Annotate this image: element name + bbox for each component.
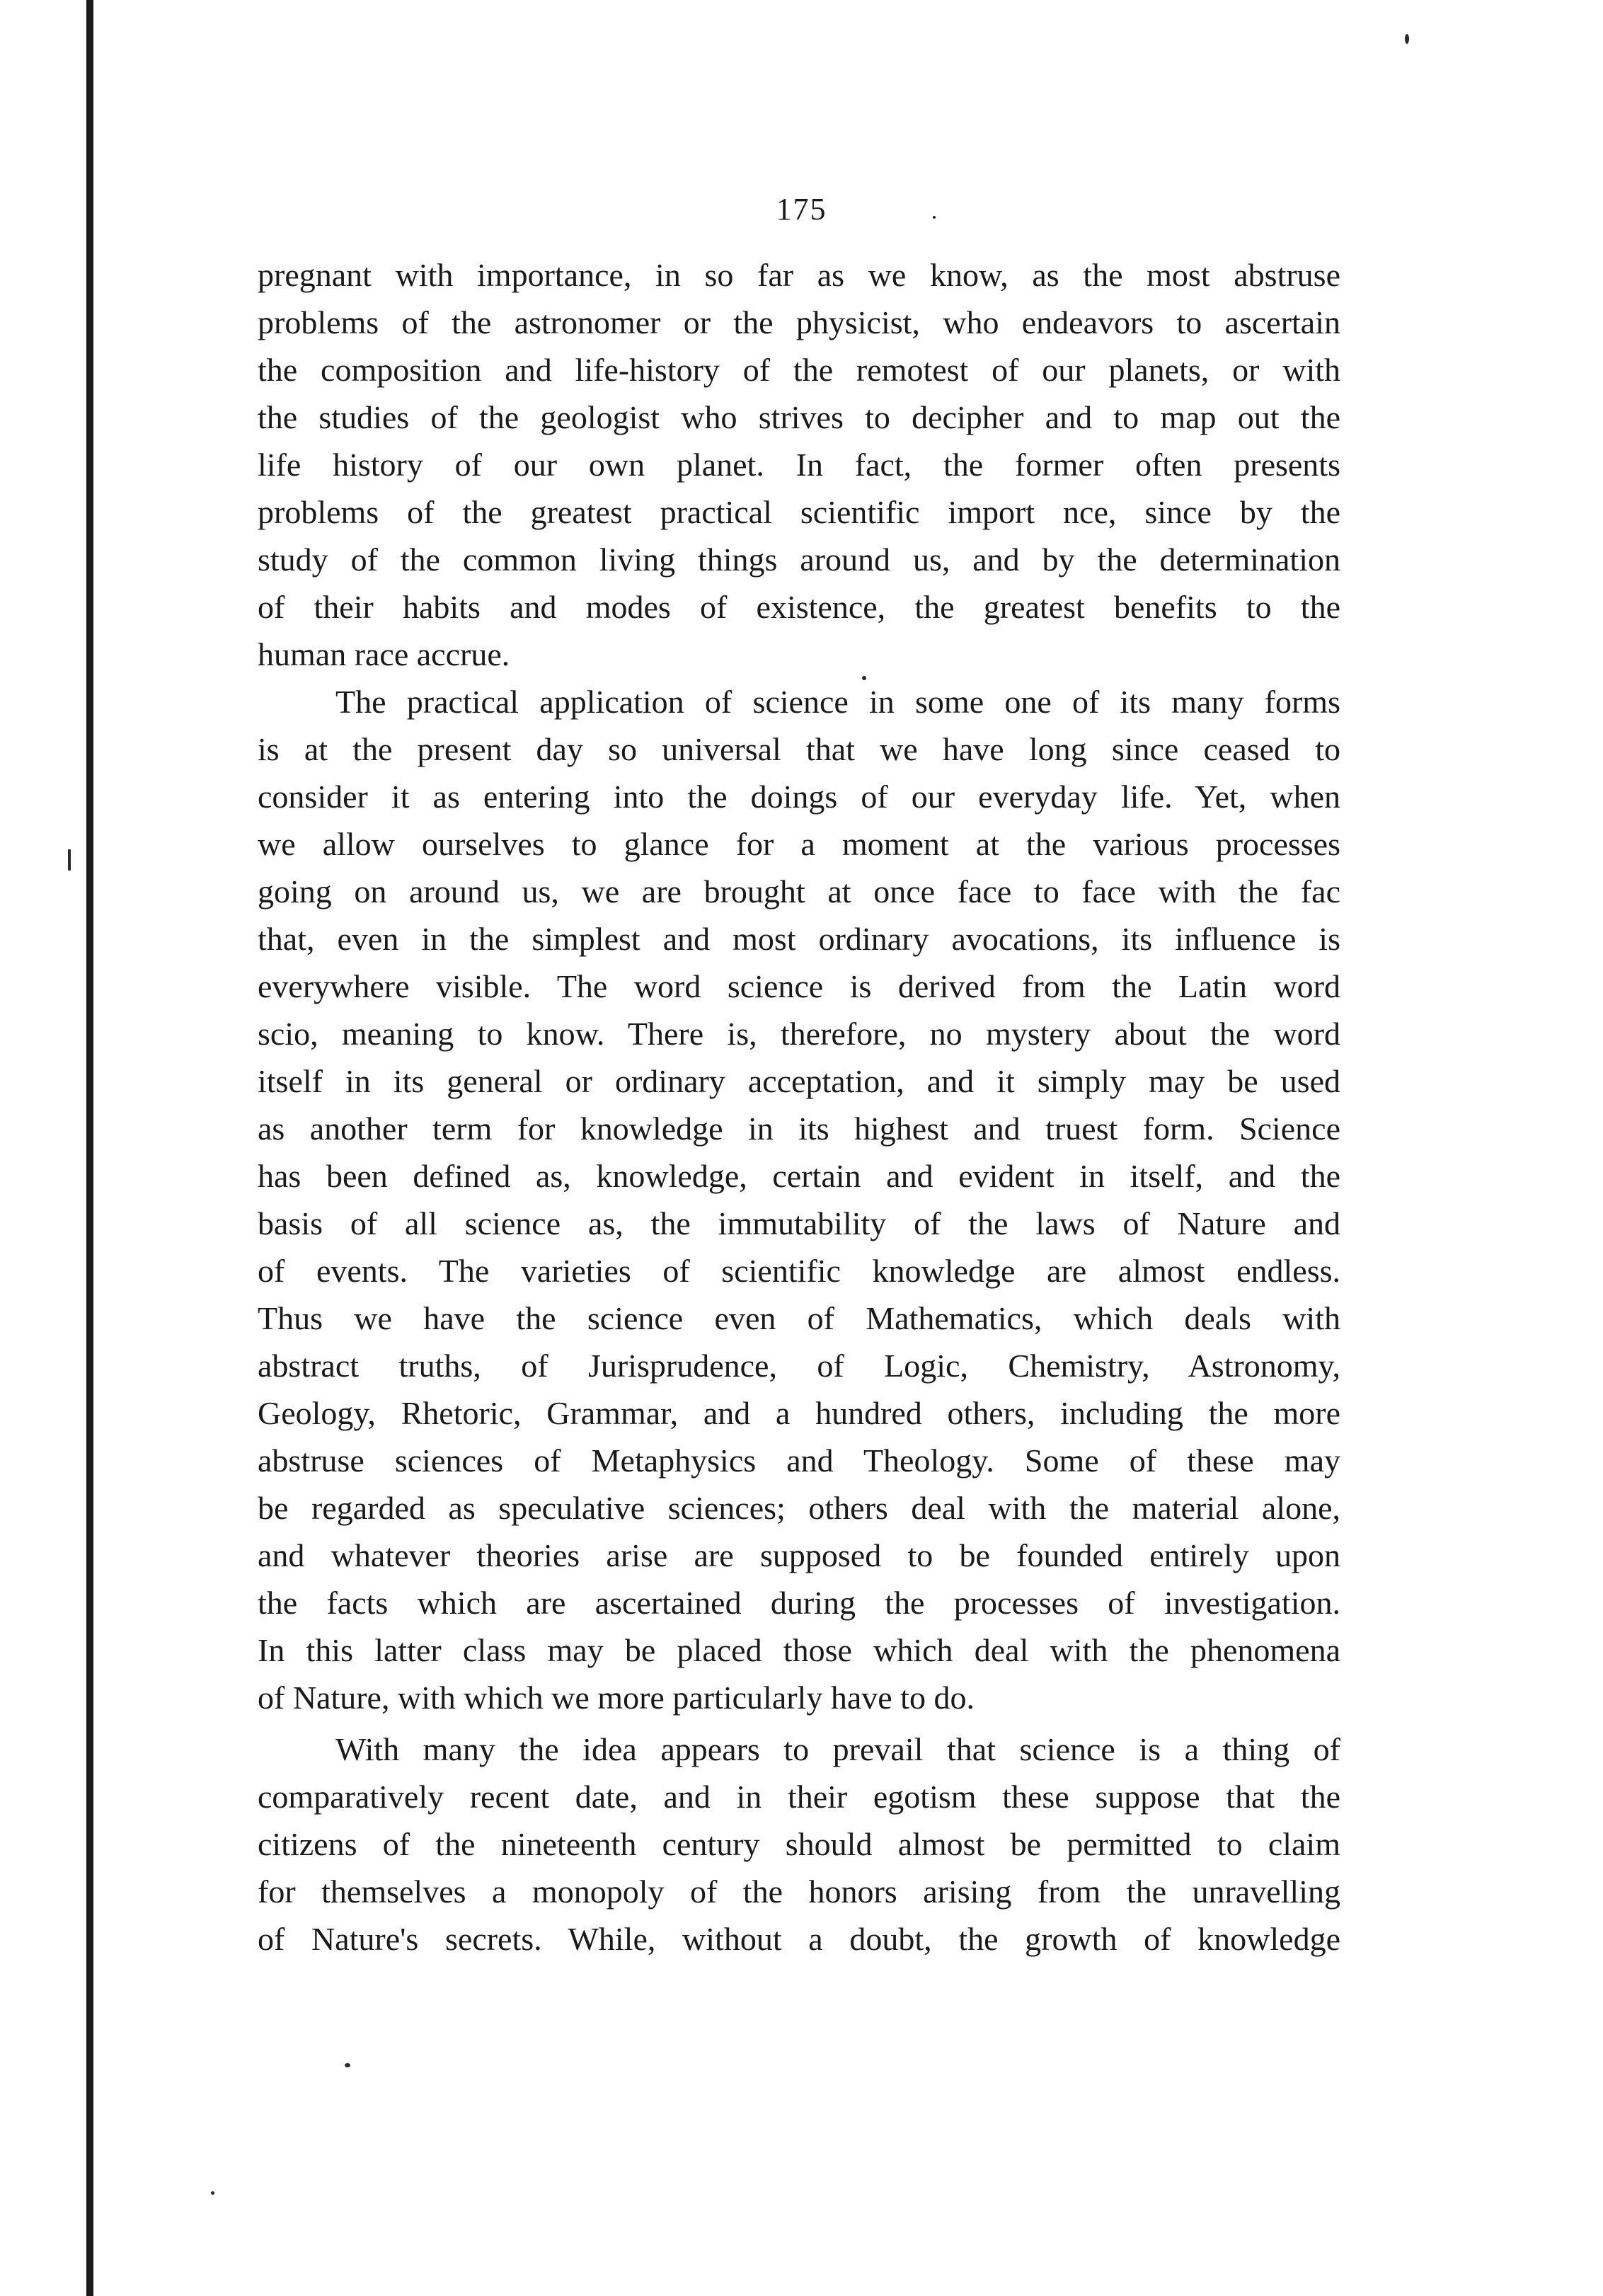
text-line: going on around us, we are brought at once face to face with the fac (258, 873, 1340, 909)
text-line: abstract truths, of Jurisprudence, of Logic, Chemistry, Astronomy, (258, 1348, 1340, 1384)
text-line: human race accrue. (258, 636, 510, 672)
text-line: we allow ourselves to glance for a moment at the various processes (258, 826, 1340, 862)
text-line: the studies of the geologist who strives to decipher and to map out the (258, 399, 1340, 435)
paragraph (258, 678, 1340, 1721)
text-line: scio, meaning to know. There is, therefore, no mystery about the word (258, 1016, 1340, 1052)
text-line: pregnant with importance, in so far as we know, as the most abstruse (258, 257, 1340, 293)
text-line: of Nature's secrets. While, without a doubt, the growth of knowledge (258, 1921, 1340, 1957)
text-line: of Nature, with which we more particularly have to do. (258, 1680, 975, 1716)
scan-speck (1405, 34, 1409, 44)
text-line: consider it as entering into the doings of our everyday life. Yet, when (258, 779, 1340, 815)
text-line: of events. The varieties of scientific knowledge are almost endless. (258, 1253, 1340, 1289)
text-line: In this latter class may be placed those which deal with the phenomena (258, 1632, 1340, 1668)
text-line: life history of our own planet. In fact, the former often presents (258, 447, 1340, 483)
text-line: study of the common living things around us, and by the determination (258, 541, 1340, 578)
text-line: everywhere visible. The word science is derived from the Latin word (258, 968, 1340, 1004)
text-line: that, even in the simplest and most ordinary avocations, its influence is (258, 921, 1340, 957)
text-line: abstruse sciences of Metaphysics and Theology. Some of these may (258, 1442, 1340, 1479)
text-line: comparatively recent date, and in their egotism these suppose that the (258, 1779, 1340, 1815)
text-line: The practical application of science in some one of its many forms (335, 684, 1340, 720)
text-line: basis of all science as, the immutability of the laws of Nature and (258, 1205, 1340, 1241)
text-line: problems of the greatest practical scientific import nce, since by the (258, 494, 1340, 530)
scan-speck (211, 2191, 214, 2195)
text-line: problems of the astronomer or the physicist, who endeavors to ascertain (258, 304, 1340, 340)
scan-speck (345, 2063, 350, 2067)
text-line: is at the present day so universal that we have long since ceased to (258, 731, 1340, 767)
text-line: has been defined as, knowledge, certain and evident in itself, and the (258, 1158, 1340, 1194)
scan-speck (68, 849, 71, 871)
text-line: the facts which are ascertained during the processes of investigation. (258, 1585, 1340, 1621)
text-line: be regarded as speculative sciences; others deal with the material alone, (258, 1490, 1340, 1526)
text-line: citizens of the nineteenth century should almost be permitted to claim (258, 1826, 1340, 1862)
text-line: Geology, Rhetoric, Grammar, and a hundred others, including the more (258, 1395, 1340, 1431)
text-line: With many the idea appears to prevail that science is a thing of (335, 1731, 1340, 1767)
text-line: of their habits and modes of existence, the greatest benefits to the (258, 589, 1340, 625)
text-line: the composition and life-history of the remotest of our planets, or with (258, 352, 1340, 388)
paragraph (258, 1726, 1340, 1963)
text-line: for themselves a monopoly of the honors arising from the unravelling (258, 1873, 1340, 1910)
text-line: itself in its general or ordinary acceptation, and it simply may be used (258, 1063, 1340, 1099)
text-line: Thus we have the science even of Mathematics, which deals with (258, 1300, 1340, 1336)
scan-binding-edge (86, 0, 93, 2296)
text-line: and whatever theories arise are supposed to be founded entirely upon (258, 1537, 1340, 1573)
body-text (258, 251, 1340, 1963)
paragraph (258, 251, 1340, 678)
page-number: 175 (776, 192, 827, 226)
text-line: as another term for knowledge in its highest and truest form. Science (258, 1110, 1340, 1147)
